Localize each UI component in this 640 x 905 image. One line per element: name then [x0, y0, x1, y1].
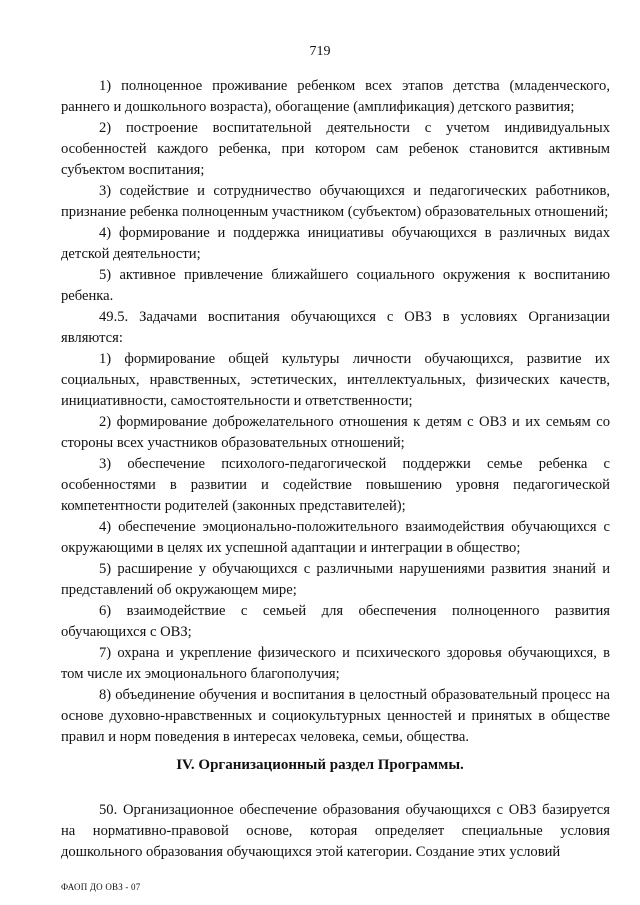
paragraph: 5) расширение у обучающихся с различными нарушениями развития знаний и представлений об окружающем мире;	[61, 561, 610, 598]
paragraph: 3) обеспечение психолого-педагогической поддержки семье ребенка с особенностями в развитии и содействие повышению уровня педагогической компетентности родителей (законных представителей);	[61, 456, 610, 514]
paragraph: 2) построение воспитательной деятельности с учетом индивидуальных особенностей каждого ребенка, при котором сам ребенок становится активным субъектом воспитания;	[61, 120, 610, 178]
paragraph: 49.5. Задачами воспитания обучающихся с ОВЗ в условиях Организации являются:	[61, 309, 610, 346]
body-text	[61, 76, 610, 748]
paragraph: 3) содействие и сотрудничество обучающихся и педагогических работников, признание ребенка полноценным участником (субъектом) образовательных отношений;	[61, 183, 610, 220]
footer-code: ФАОП ДО ОВЗ - 07	[61, 882, 141, 892]
paragraph: 6) взаимодействие с семьей для обеспечения полноценного развития обучающихся с ОВЗ;	[61, 603, 610, 640]
section-heading: IV. Организационный раздел Программы.	[176, 757, 464, 773]
paragraph-50: 50. Организационное обеспечение образования обучающихся с ОВЗ базируется на нормативно-правовой основе, которая определяет специальные условия дошкольного образования обучающихся этой категории. Создание этих условий	[61, 802, 610, 860]
paragraph: 7) охрана и укрепление физического и психического здоровья обучающихся, в том числе их эмоционального благополучия;	[61, 645, 610, 682]
paragraph: 5) активное привлечение ближайшего социального окружения к воспитанию ребенка.	[61, 267, 610, 304]
paragraph: 1) полноценное проживание ребенком всех этапов детства (младенческого, раннего и дошкольного возраста), обогащение (амплификация) детского развития;	[61, 78, 610, 115]
paragraph: 4) формирование и поддержка инициативы обучающихся в различных видах детской деятельности;	[61, 225, 610, 262]
body-text-continued	[61, 800, 610, 863]
page-number: 719	[309, 44, 331, 59]
paragraph: 4) обеспечение эмоционально-положительного взаимодействия обучающихся с окружающими в целях их успешной адаптации и интеграции в общество;	[61, 519, 610, 556]
paragraph: 1) формирование общей культуры личности обучающихся, развитие их социальных, нравственных, эстетических, интеллектуальных, физических качеств, инициативности, самостоятельности и ответственности;	[61, 351, 610, 409]
paragraph: 8) объединение обучения и воспитания в целостный образовательный процесс на основе духовно-нравственных и социокультурных ценностей и принятых в обществе правил и норм поведения в интересах человека, семьи, общества.	[61, 687, 610, 745]
paragraph: 2) формирование доброжелательного отношения к детям с ОВЗ и их семьям со стороны всех участников образовательных отношений;	[61, 414, 610, 451]
